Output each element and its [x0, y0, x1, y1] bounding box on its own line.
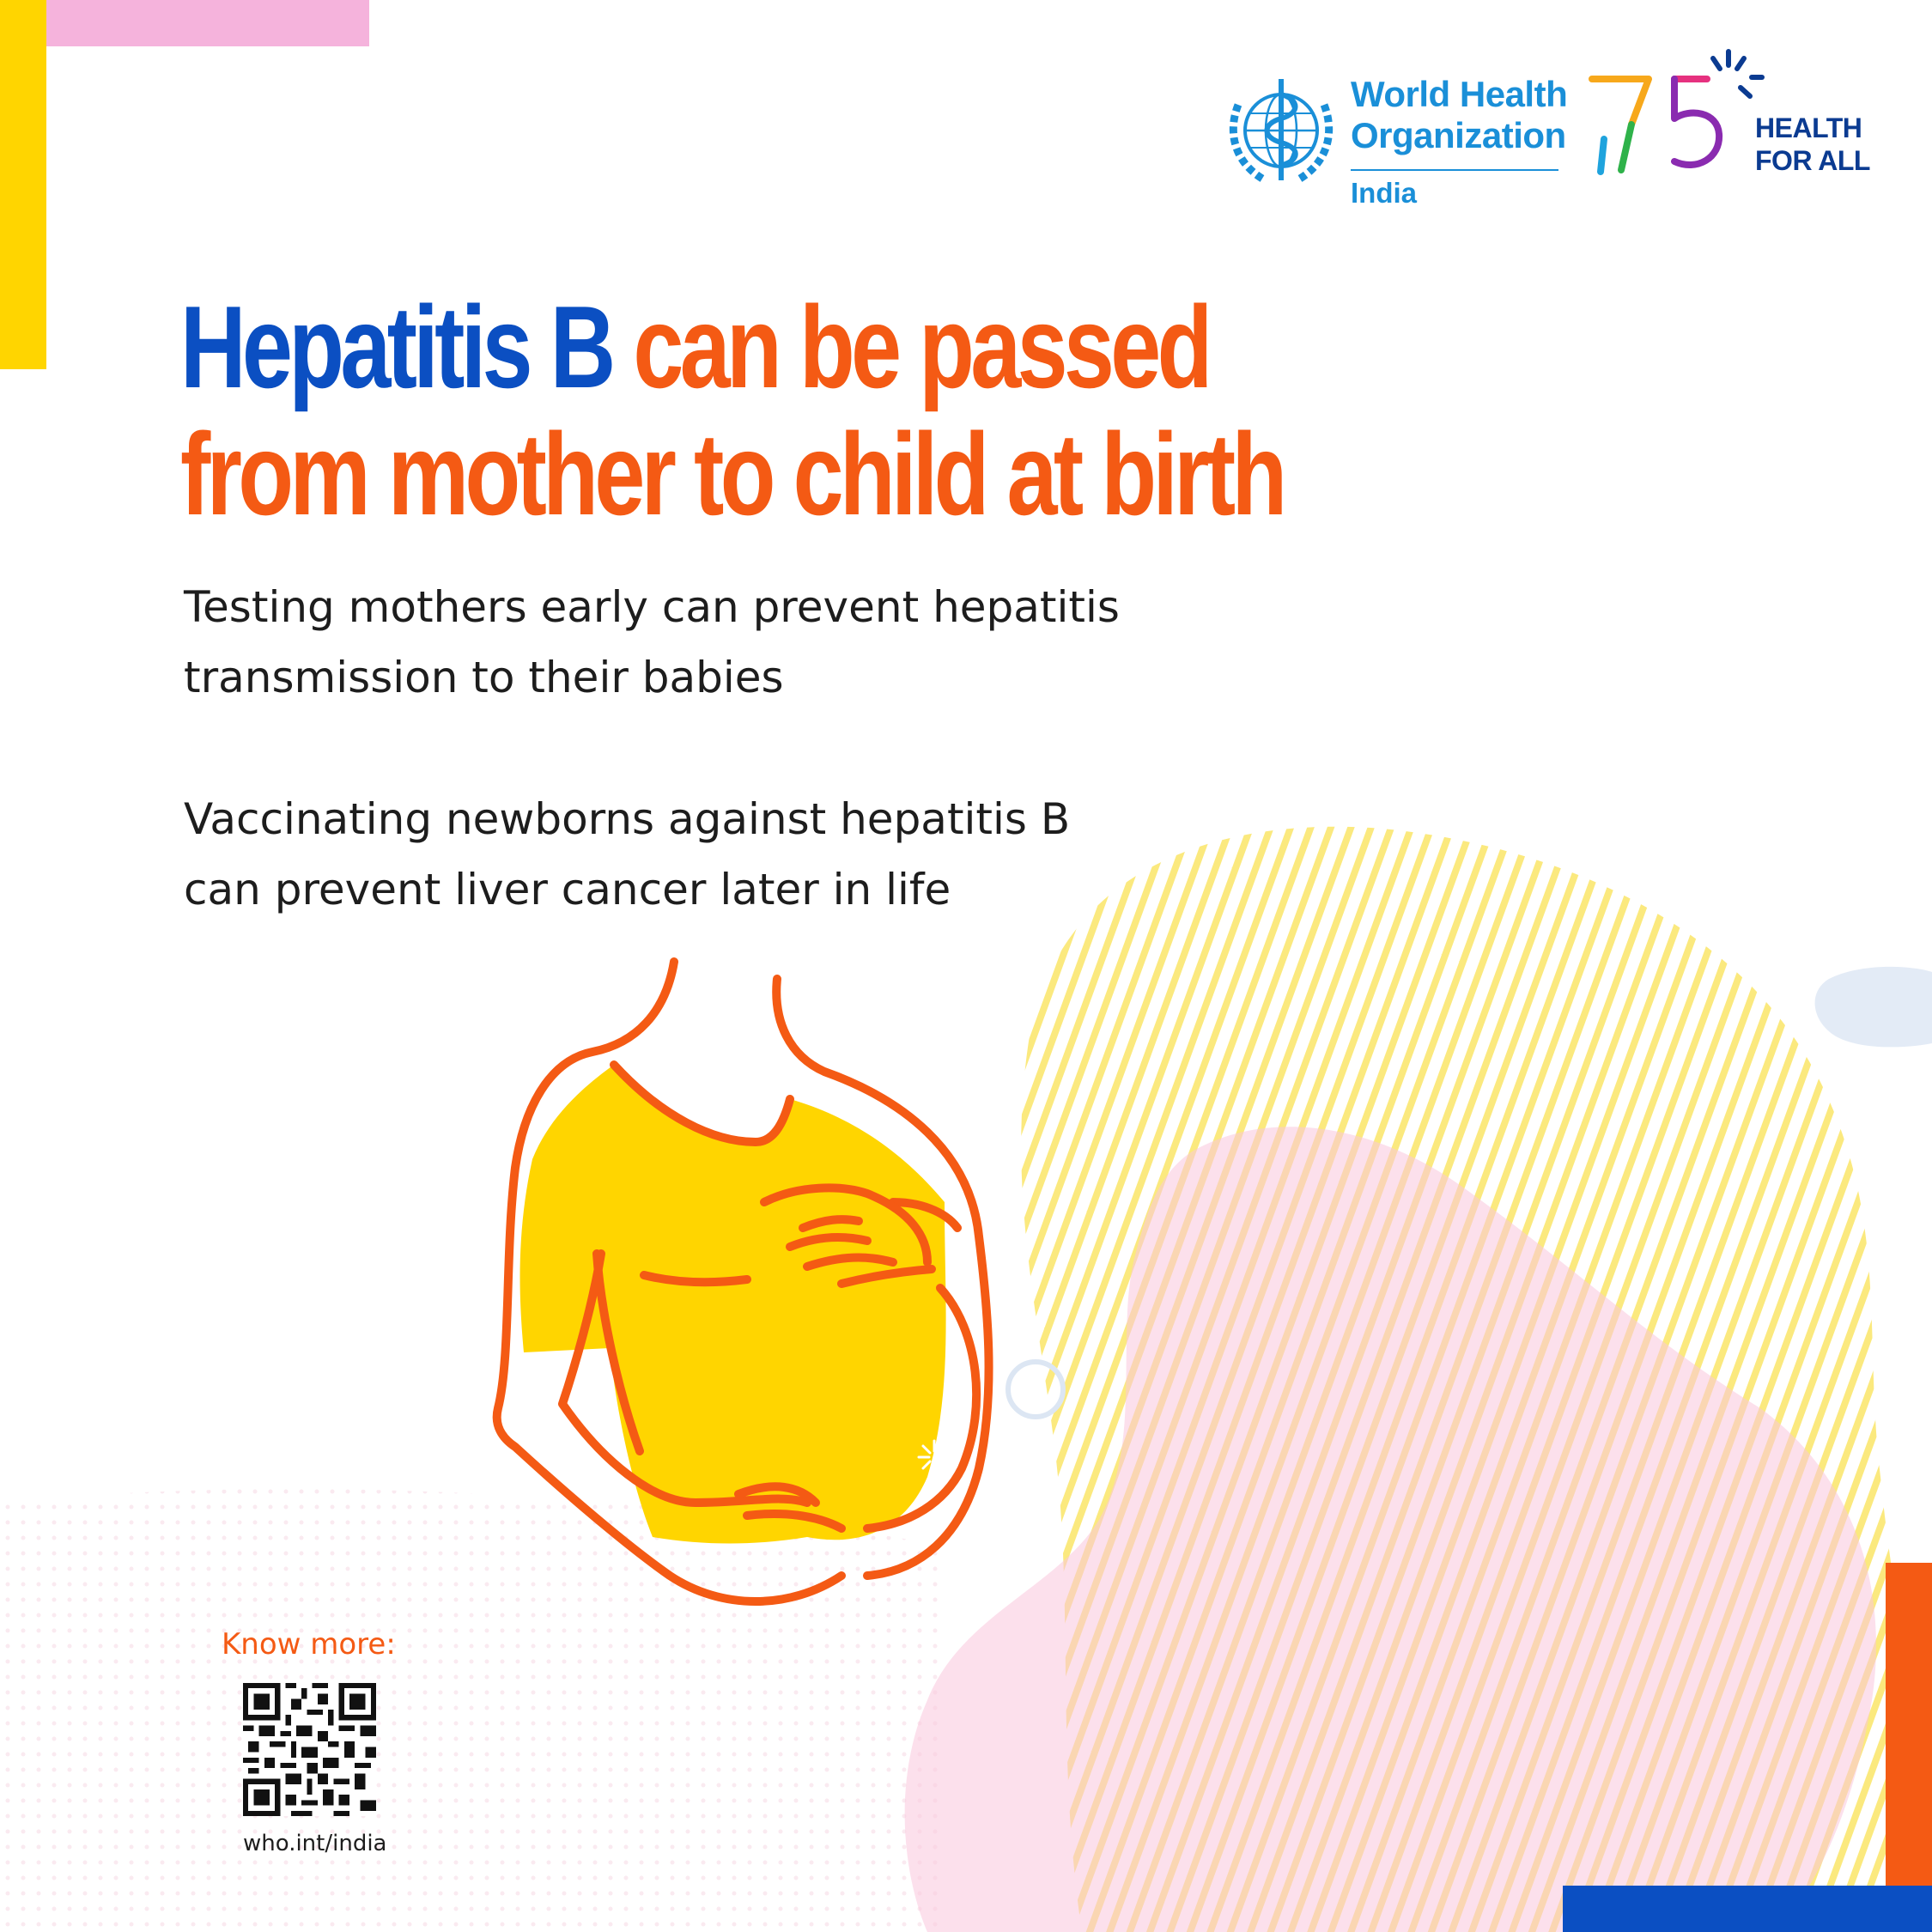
headline-orange-part: can be passed — [633, 282, 1209, 412]
website-url[interactable]: who.int/india — [243, 1831, 387, 1856]
slogan-line2: FOR ALL — [1755, 145, 1870, 176]
para2-line2: can prevent liver cancer later in life — [184, 865, 951, 914]
qr-code-icon[interactable] — [243, 1683, 376, 1816]
top-pink-bar — [0, 0, 369, 46]
paragraph-testing — [184, 572, 1386, 713]
who-emblem-icon — [1221, 70, 1341, 191]
headline — [180, 282, 1284, 539]
slogan-line1: HEALTH — [1755, 112, 1862, 143]
blue-blob — [1815, 967, 1932, 1048]
who-name-line1: World Health — [1351, 74, 1568, 114]
sparkle-icon — [919, 1441, 950, 1473]
paragraph-vaccinating — [184, 784, 1386, 925]
who-org-name — [1351, 74, 1567, 156]
headline-blue-part: Hepatitis B — [180, 282, 612, 412]
know-more-label: Know more: — [222, 1627, 396, 1662]
pregnant-woman-illustration — [464, 945, 1030, 1614]
para1-line1: Testing mothers early can prevent hepatitis — [184, 582, 1120, 632]
anniversary-75-logo — [1589, 43, 1765, 180]
para1-line2: transmission to their babies — [184, 653, 784, 702]
health-for-all-slogan — [1755, 112, 1870, 177]
right-orange-bar — [1886, 1563, 1932, 1932]
headline-line2: from mother to child at birth — [180, 409, 1284, 539]
who-divider — [1351, 169, 1558, 171]
para2-line1: Vaccinating newborns against hepatitis B — [184, 794, 1071, 844]
who-country: India — [1351, 177, 1418, 209]
who-name-line2: Organization — [1351, 115, 1566, 155]
bottom-blue-bar — [1563, 1886, 1932, 1932]
headline-line1 — [180, 283, 1252, 410]
left-yellow-bar — [0, 0, 46, 369]
